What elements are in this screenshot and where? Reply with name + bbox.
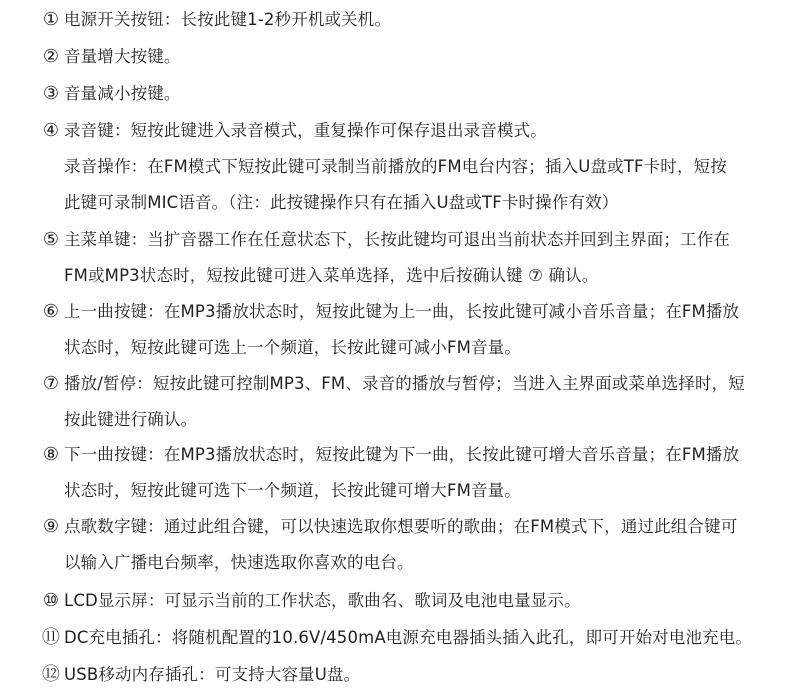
item-number: ⑤: [42, 229, 60, 250]
item-number: ③: [42, 83, 60, 104]
item-text: 主菜单键：当扩音器工作在任意状态下，长按此键均可退出当前状态并回到主界面；工作在: [64, 230, 730, 249]
item-text: 播放/暂停：短按此键可控制MP3、FM、录音的播放与暂停；当进入主界面或菜单选择时，短: [64, 374, 745, 393]
item-number: ⑪: [41, 627, 61, 648]
item-number: ⑫: [41, 664, 61, 685]
item-number: ⑦: [42, 373, 60, 394]
item-text: FM或MP3状态时，短按此键可进入菜单选择，选中后按确认键 ⑦ 确认。: [64, 266, 599, 285]
item-number: ⑧: [42, 444, 60, 465]
item-text: 上一曲按键：在MP3播放状态时，短按此键为上一曲，长按此键可减小音乐音量；在FM播放: [64, 302, 740, 321]
item-number: ⑩: [42, 590, 60, 611]
item-text: 音量减小按键。: [64, 84, 181, 103]
item-number: ①: [42, 9, 60, 30]
item-text: 按此键进行确认。: [64, 410, 198, 429]
item-number: ⑥: [42, 301, 60, 322]
item-number: ④: [42, 120, 60, 141]
item-text: 下一曲按键：在MP3播放状态时，短按此键为下一曲，长按此键可增大音乐音量；在FM播放: [64, 445, 740, 464]
item-text: 点歌数字键：通过此组合键，可以快速选取你想要听的歌曲；在FM模式下，通过此组合键可: [64, 517, 738, 536]
item-text: 状态时，短按此键可选下一个频道，长按此键可增大FM音量。: [64, 481, 521, 500]
item-text: DC充电插孔：将随机配置的10.6V/450mA电源充电器插头插入此孔，即可开始对电池充电。: [64, 628, 753, 647]
item-number: ②: [42, 46, 60, 67]
item-text: 音量增大按键。: [64, 47, 181, 66]
item-text: 以输入广播电台频率，快速选取你喜欢的电台。: [64, 553, 414, 572]
item-text: 电源开关按钮：长按此键1-2秒开机或关机。: [64, 10, 392, 29]
item-number: ⑨: [42, 516, 60, 537]
item-text: 录音键：短按此键进入录音模式，重复操作可保存退出录音模式。: [64, 121, 547, 140]
item-text: 状态时，短按此键可选上一个频道，长按此键可减小FM音量。: [64, 338, 521, 357]
item-text: USB移动内存插孔：可支持大容量U盘。: [64, 665, 361, 684]
item-text: 此键可录制MIC语音。（注：此按键操作只有在插入U盘或TF卡时操作有效）: [64, 193, 619, 212]
item-text: 录音操作：在FM模式下短按此键可录制当前播放的FM电台内容；插入U盘或TF卡时，短按: [64, 157, 727, 176]
item-text: LCD显示屏：可显示当前的工作状态，歌曲名、歌词及电池电量显示。: [64, 591, 581, 610]
